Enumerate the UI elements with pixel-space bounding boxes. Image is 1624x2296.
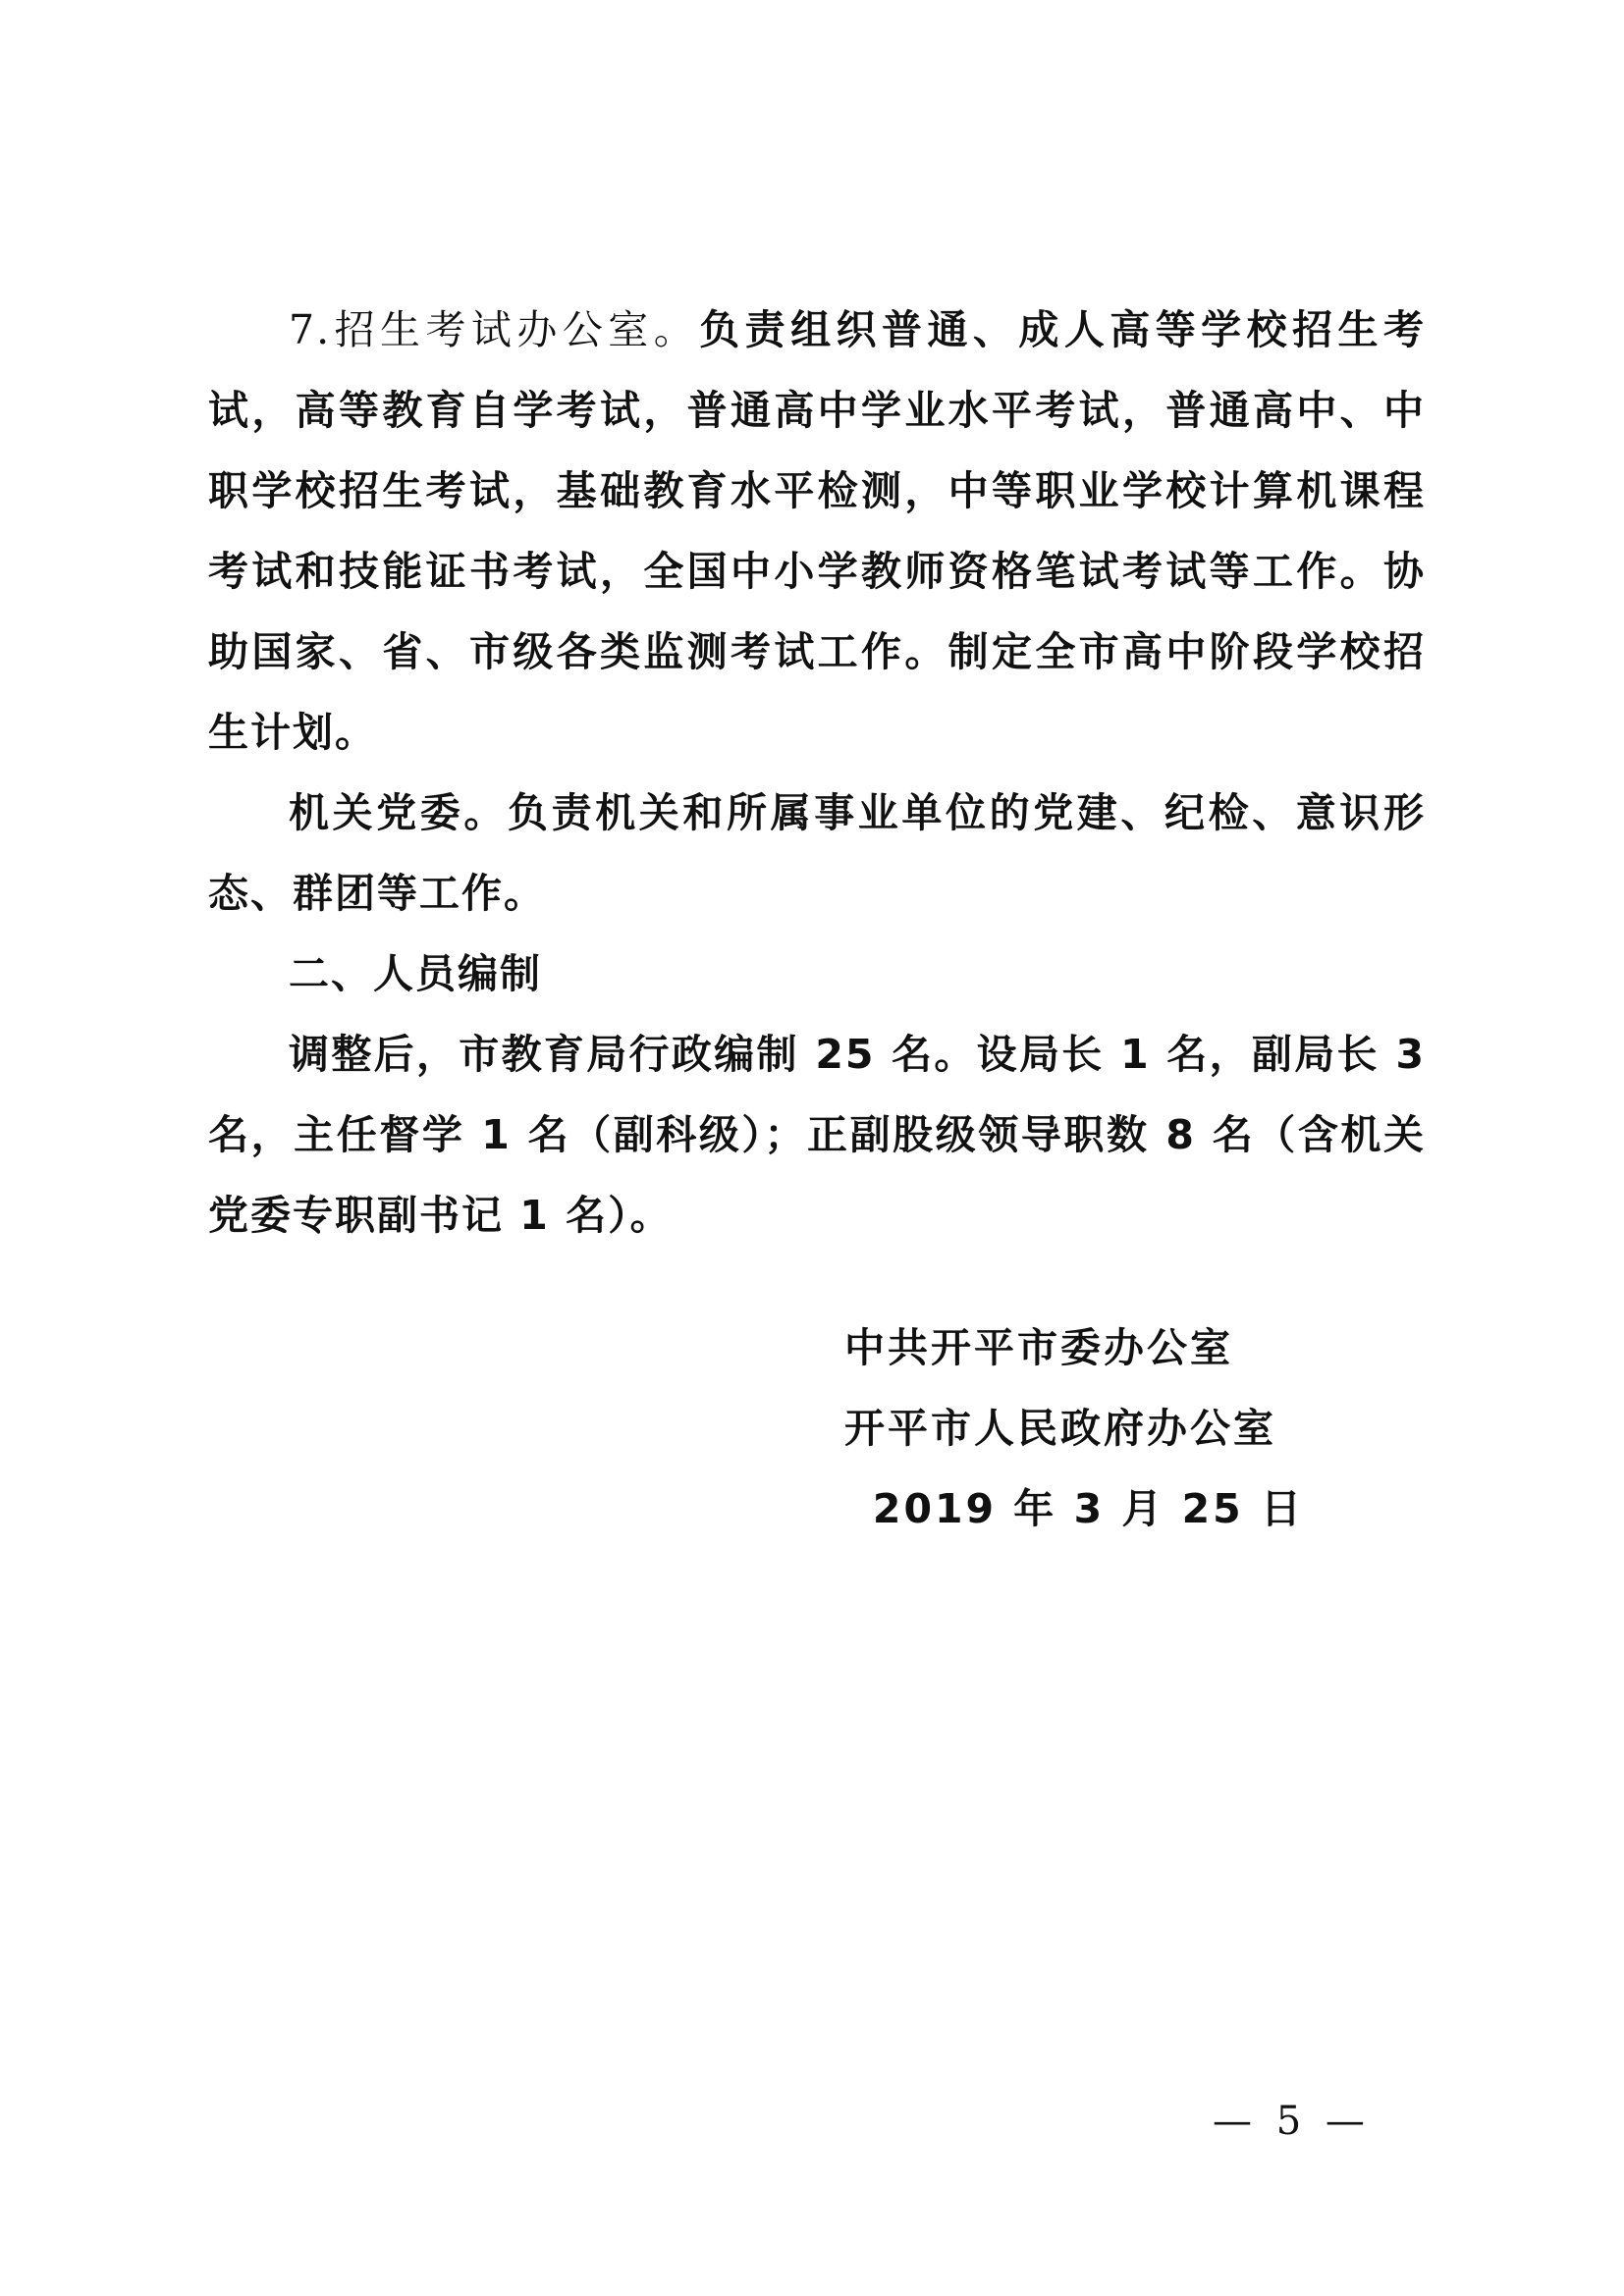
paragraph-rest: 负责组织普通、成人高等学校招生考试，高等教育自学考试，普通高中学业水平考试，普通高中、中职学校招生考试，基础教育水平检测，中等职业学校计算机课程考试和技能证书考试，全国中小学教师资格笔试考试等工作。协助国家、省、市级各类监测考试工作。制定全市高中阶段学校招生计划。 [208,306,1426,756]
section-heading-staffing: 二、人员编制 [289,950,542,997]
paragraph-exam-office [208,290,1426,773]
page-number: — 5 — [1213,2099,1371,2144]
signature-org-government: 开平市人民政府办公室 [844,1405,1276,1452]
signature-org-party: 中共开平市委办公室 [844,1324,1233,1371]
paragraph-party-committee: 机关党委。负责机关和所属事业单位的党建、纪检、意识形态、群团等工作。 [208,789,1426,917]
paragraph-lead: 7.招生考试办公室。 [289,306,700,353]
signature-block [844,1308,1316,1549]
signature-date: 2019 年 3 月 25 日 [872,1485,1304,1532]
paragraph-staffing: 调整后，市教育局行政编制 25 名。设局长 1 名，副局长 3 名，主任督学 1 名（副科级）；正副股级领导职数 8 名（含机关党委专职副书记 1 名）。 [208,1031,1426,1239]
document-body [208,290,1426,1255]
